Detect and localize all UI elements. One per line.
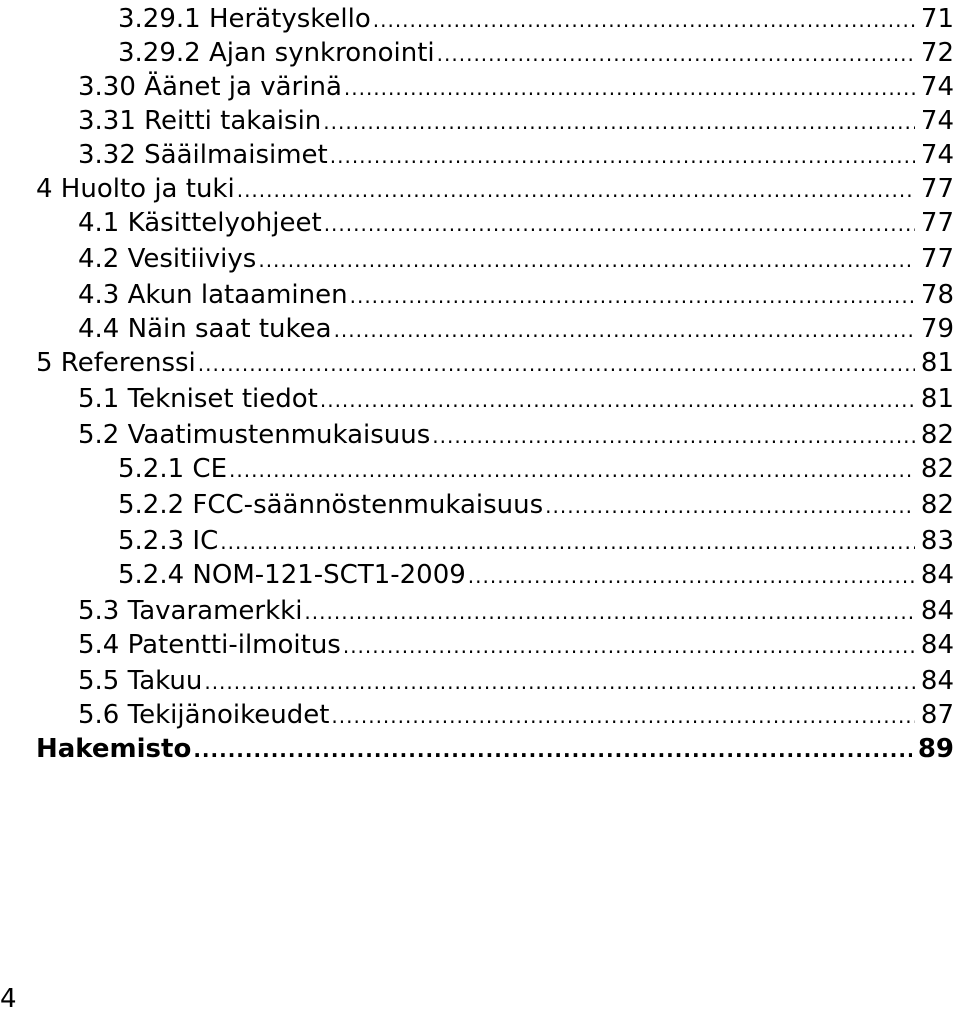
toc-entry-page: 84 (920, 596, 954, 626)
toc-entry-label: 4.1 Käsittelyohjeet (78, 208, 322, 238)
toc-entry-page: 77 (920, 208, 954, 238)
toc-dot-leader (229, 453, 915, 486)
toc-dot-leader (373, 3, 915, 36)
toc-entry-label: 5.5 Takuu (78, 666, 203, 696)
toc-entry-label: 5.2 Vaatimustenmukaisuus (78, 420, 431, 450)
page-number: 4 (0, 984, 17, 1014)
toc-dot-leader (323, 105, 915, 138)
toc-entry[interactable] (118, 558, 954, 592)
toc-dot-leader (350, 279, 915, 312)
toc-dot-leader (437, 37, 915, 70)
toc-dot-leader (324, 207, 915, 240)
toc-entry[interactable] (78, 312, 954, 346)
toc-entry-label: 5 Referenssi (36, 348, 196, 378)
toc-entry-label: 3.29.1 Herätyskello (118, 4, 371, 34)
toc-entry-page: 74 (920, 140, 954, 170)
toc-dot-leader (344, 71, 915, 104)
toc-entry[interactable] (118, 488, 954, 522)
toc-entry-page: 82 (920, 454, 954, 484)
toc-entry[interactable] (78, 278, 954, 312)
toc-entry[interactable] (78, 698, 954, 732)
toc-entry-label: 5.4 Patentti-ilmoitus (78, 630, 341, 660)
toc-dot-leader (331, 699, 914, 732)
toc-entry-label: 3.31 Reitti takaisin (78, 106, 322, 136)
toc-dot-leader (468, 559, 915, 592)
toc-dot-leader (204, 665, 915, 698)
toc-entry-page: 77 (920, 244, 954, 274)
toc-entry-label: Hakemisto (36, 734, 192, 764)
toc-entry-label: 5.2.2 FCC-säännöstenmukaisuus (118, 490, 544, 520)
toc-entry[interactable] (78, 594, 954, 628)
toc-entry[interactable] (78, 664, 954, 698)
toc-entry[interactable] (118, 36, 954, 70)
toc-entry[interactable] (36, 346, 954, 380)
toc-entry[interactable] (118, 2, 954, 36)
toc-dot-leader (193, 733, 912, 766)
toc-entry-page: 84 (920, 666, 954, 696)
toc-entry-label: 5.6 Tekijänoikeudet (78, 700, 330, 730)
toc-entry-page: 83 (920, 526, 954, 556)
toc-entry-label: 4 Huolto ja tuki (36, 174, 235, 204)
toc-entry-label: 5.2.3 IC (118, 526, 219, 556)
toc-dot-leader (220, 525, 915, 558)
toc-dot-leader (237, 173, 915, 206)
toc-entry-page: 89 (917, 734, 954, 764)
toc-dot-leader (432, 419, 915, 452)
toc-dot-leader (320, 383, 915, 416)
toc-entry[interactable] (78, 242, 954, 276)
toc-entry[interactable] (78, 70, 954, 104)
toc-dot-leader (330, 139, 915, 172)
toc-entry-label: 4.4 Näin saat tukea (78, 314, 332, 344)
toc-entry[interactable] (78, 418, 954, 452)
toc-dot-leader (545, 489, 915, 522)
toc-entry-page: 78 (920, 280, 954, 310)
toc-entry-page: 82 (920, 420, 954, 450)
toc-entry-label: 5.2.1 CE (118, 454, 228, 484)
toc-entry[interactable] (78, 104, 954, 138)
toc-entry-page: 72 (920, 38, 954, 68)
toc-entry[interactable] (78, 138, 954, 172)
toc-entry-label: 5.2.4 NOM-121-SCT1-2009 (118, 560, 466, 590)
toc-entry-page: 79 (920, 314, 954, 344)
toc-entry[interactable] (36, 172, 954, 206)
toc-dot-leader (198, 347, 915, 380)
toc-entry-page: 84 (920, 630, 954, 660)
toc-entry-label: 3.32 Sääilmaisimet (78, 140, 328, 170)
toc-entry-page: 87 (920, 700, 954, 730)
toc-entry-label: 4.3 Akun lataaminen (78, 280, 348, 310)
toc-entry-label: 5.1 Tekniset tiedot (78, 384, 318, 414)
toc-entry-page: 74 (920, 106, 954, 136)
toc-entry-page: 77 (920, 174, 954, 204)
toc-entry-label: 3.30 Äänet ja värinä (78, 72, 342, 102)
toc-dot-leader (258, 243, 915, 276)
toc-entry[interactable] (118, 452, 954, 486)
toc-dot-leader (343, 629, 915, 662)
toc-entry-label: 5.3 Tavaramerkki (78, 596, 303, 626)
toc-entry[interactable] (78, 382, 954, 416)
toc-entry-page: 81 (920, 384, 954, 414)
toc-entry-page: 81 (920, 348, 954, 378)
toc-entry-page: 82 (920, 490, 954, 520)
toc-entry-page: 84 (920, 560, 954, 590)
toc-entry[interactable] (78, 206, 954, 240)
toc-entry-page: 74 (920, 72, 954, 102)
toc-entry[interactable] (118, 524, 954, 558)
toc-entry[interactable] (78, 628, 954, 662)
toc-dot-leader (304, 595, 914, 628)
toc-entry-page: 71 (920, 4, 954, 34)
toc-entry[interactable] (36, 732, 954, 766)
toc-entry-label: 4.2 Vesitiiviys (78, 244, 257, 274)
toc-dot-leader (334, 313, 915, 346)
toc-entry-label: 3.29.2 Ajan synkronointi (118, 38, 435, 68)
